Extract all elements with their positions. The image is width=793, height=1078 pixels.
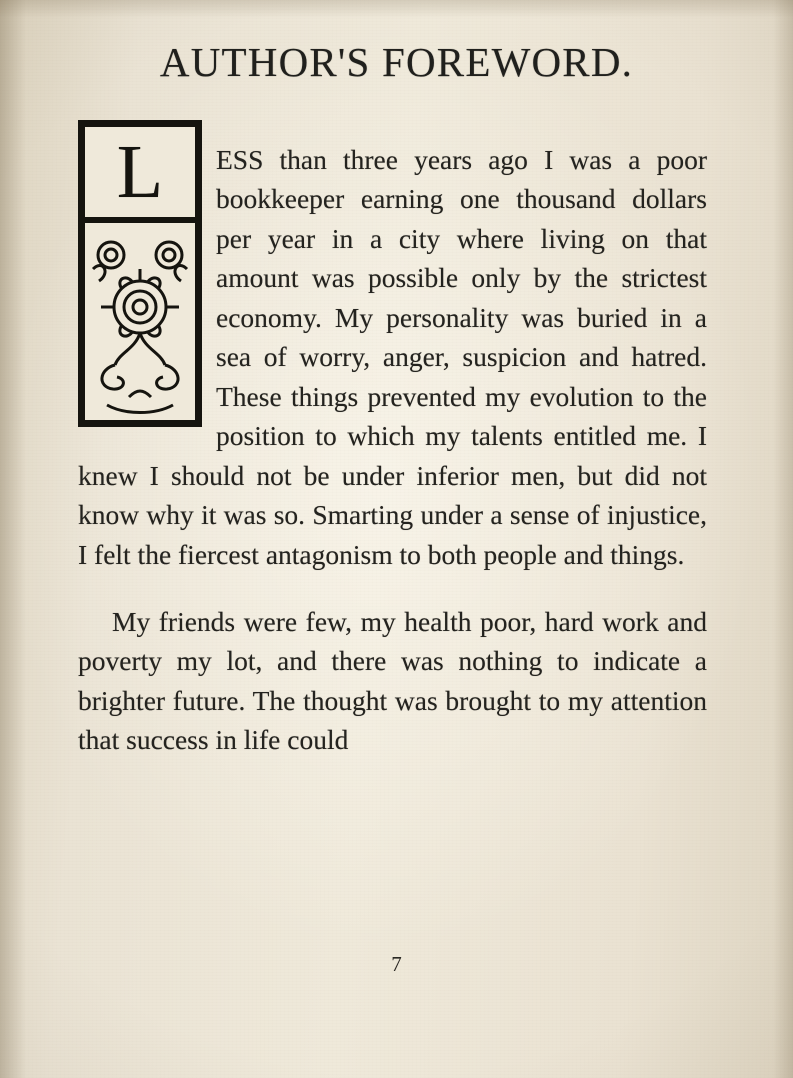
paragraph-1: ESS than three years ago I was a poor bookkeeper earning one thousand dollars per year in a city where living on that amount was possible only by the strictest economy. My personality was buried in a sea of worry, anger, suspicion and hatred. These things prevented my evolution to the position to which my talents entitled me. I knew I should not be under inferior men, but did not know why it was so. Smarting under a sense of injustice, I felt the fiercest antagonism to both people and things. [78,143,707,570]
decorated-initial-block [78,120,202,427]
paragraph-2: My friends were few, my health poor, hard work and poverty my lot, and there was nothing to indicate a brighter future. The thought was brought to my attention that success in life could [78,605,707,755]
floral-ornament-icon [85,229,195,420]
drop-cap-letter: L [85,127,195,223]
page-number: 7 [391,952,402,976]
page-title: AUTHOR'S FOREWORD. [159,39,634,85]
body-text-column [0,86,793,760]
